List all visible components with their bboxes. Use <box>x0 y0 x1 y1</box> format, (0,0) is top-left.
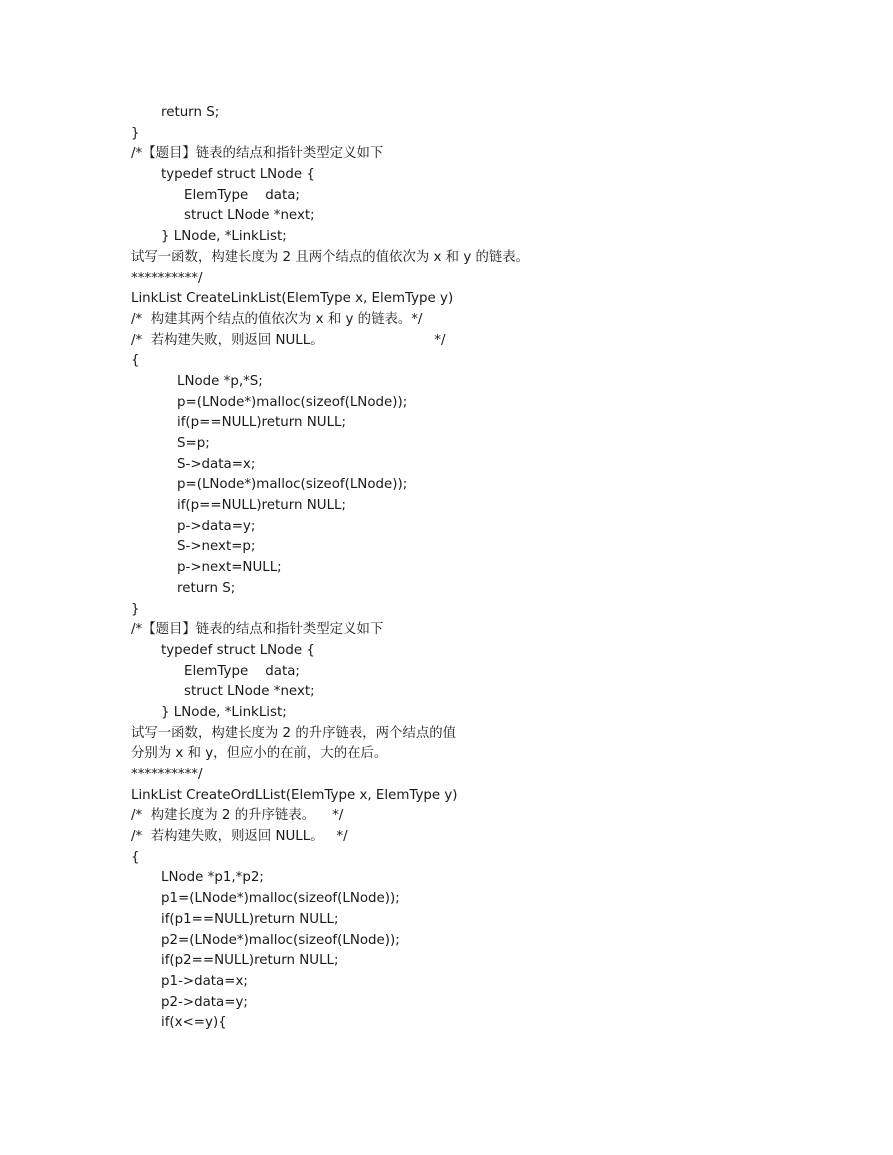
code-line: } <box>131 601 140 617</box>
code-line: } LNode, *LinkList; <box>161 704 287 720</box>
code-line: struct LNode *next; <box>184 208 315 224</box>
code-line: /* 构建长度为 2 的升序链表。 */ <box>131 808 344 824</box>
code-line: LinkList CreateLinkList(ElemType x, ElemType y) <box>131 291 454 307</box>
code-line: LNode *p1,*p2; <box>161 870 264 886</box>
code-line: 试写一函数，构建长度为 2 的升序链表，两个结点的值 <box>131 725 457 741</box>
code-line: struct LNode *next; <box>184 684 315 700</box>
code-line: typedef struct LNode { <box>161 167 315 183</box>
code-line: if(p==NULL)return NULL; <box>177 415 347 431</box>
code-line: if(p2==NULL)return NULL; <box>161 953 339 969</box>
code-line: p2=(LNode*)malloc(sizeof(LNode)); <box>161 932 400 948</box>
code-line: if(p1==NULL)return NULL; <box>161 911 339 927</box>
code-line: return S; <box>161 105 220 120</box>
code-line: 试写一函数，构建长度为 2 且两个结点的值依次为 x 和 y 的链表。 <box>131 249 530 265</box>
code-line: { <box>131 353 140 369</box>
code-line: /* 若构建失败，则返回 NULL。 */ <box>131 332 446 348</box>
code-line: S->next=p; <box>177 539 256 555</box>
code-line: if(p==NULL)return NULL; <box>177 498 347 514</box>
code-line: /* 若构建失败，则返回 NULL。 */ <box>131 829 348 845</box>
code-line: **********/ <box>131 270 203 286</box>
code-line: p->next=NULL; <box>177 560 282 576</box>
code-line: p=(LNode*)malloc(sizeof(LNode)); <box>177 477 408 493</box>
code-line: ElemType data; <box>184 187 300 203</box>
code-line: } LNode, *LinkList; <box>161 229 287 245</box>
code-line: if(x<=y){ <box>161 1015 227 1031</box>
code-line: p1->data=x; <box>161 973 248 989</box>
code-line: p=(LNode*)malloc(sizeof(LNode)); <box>177 394 408 410</box>
code-line: LinkList CreateOrdLList(ElemType x, ElemType y) <box>131 787 458 803</box>
code-line: { <box>131 849 140 865</box>
code-line: p->data=y; <box>177 518 256 534</box>
code-line: /*【题目】链表的结点和指针类型定义如下 <box>131 622 384 638</box>
code-line: typedef struct LNode { <box>161 642 315 658</box>
code-line: S->data=x; <box>177 456 256 472</box>
code-line: /* 构建其两个结点的值依次为 x 和 y 的链表。*/ <box>131 311 423 327</box>
code-line: LNode *p,*S; <box>177 373 263 389</box>
code-line: return S; <box>177 580 236 596</box>
code-line: S=p; <box>177 436 210 451</box>
code-line: /*【题目】链表的结点和指针类型定义如下 <box>131 146 384 162</box>
code-line: 分别为 x 和 y，但应小的在前，大的在后。 <box>131 746 388 762</box>
code-line: **********/ <box>131 767 203 782</box>
code-line: ElemType data; <box>184 663 300 679</box>
code-line: p1=(LNode*)malloc(sizeof(LNode)); <box>161 891 400 907</box>
code-listing <box>131 103 851 1034</box>
code-line: p2->data=y; <box>161 994 248 1010</box>
code-line: } <box>131 125 140 141</box>
